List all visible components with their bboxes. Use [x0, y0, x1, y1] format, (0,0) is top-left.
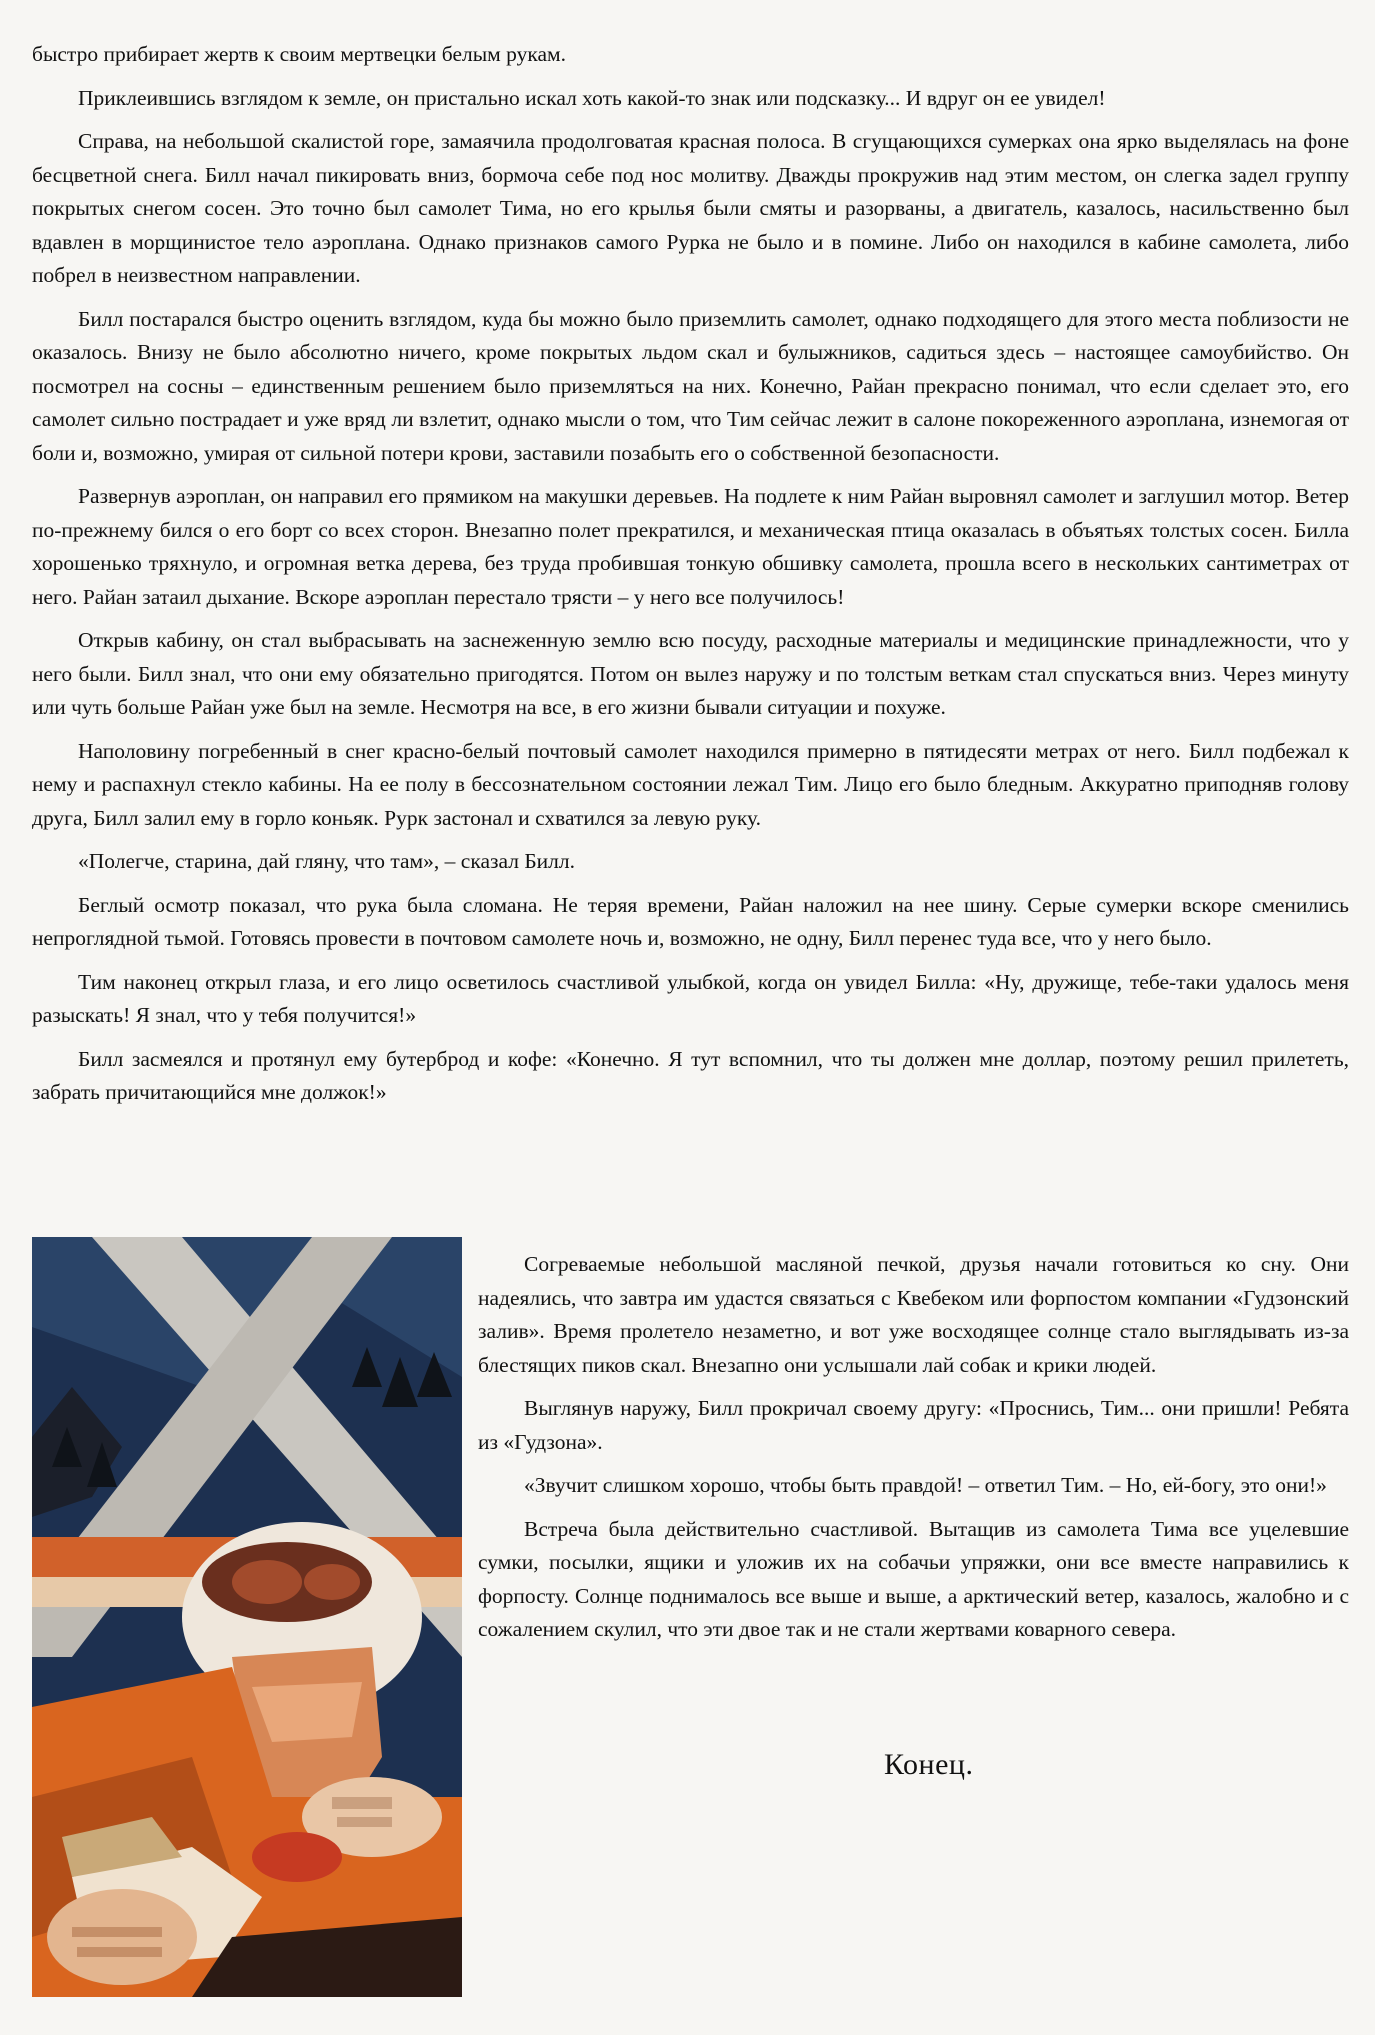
- paragraph: Развернув аэроплан, он направил его прямиком на макушки деревьев. На подлете к ним Райан выровнял самолет и заглушил мотор. Ветер по-прежнему бился о его борт со всех сторон. Внезапно полет прекратился, и механическая птица оказалась в объятьях толстых сосен. Билла хорошенько тряхнуло, и огромная ветка дерева, без труда пробившая тонкую обшивку самолета, прошла всего в нескольких сантиметрах от него. Райан затаил дыхание. Вскоре аэроплан перестало трясти – у него все получилось!: [32, 484, 1349, 609]
- illustration-pilot-rescue: [32, 1237, 462, 1997]
- paragraph: «Звучит слишком хорошо, чтобы быть правдой! – ответил Тим. – Но, ей-богу, это они!»: [524, 1473, 1327, 1497]
- top-text-block: [32, 38, 1349, 1120]
- paragraph: Билл засмеялся и протянул ему бутерброд и кофе: «Конечно. Я тут вспомнил, что ты должен мне доллар, поэтому решил прилететь, забрать причитающийся мне должок!»: [32, 1046, 1349, 1104]
- paragraph: Согреваемые небольшой масляной печкой, друзья начали готовиться ко сну. Они надеялись, что завтра им удастся связаться с Квебеком или форпостом компании «Гудзонский залив». Время пролетело незаметно, и вот уже восходящее солнце стало выглядывать из-за блестящих пиков скал. Внезапно они услышали лай собак и крики людей.: [478, 1252, 1349, 1377]
- paragraph: Наполовину погребенный в снег красно-белый почтовый самолет находился примерно в пятидесяти метрах от него. Билл подбежал к нему и распахнул стекло кабины. На ее полу в бессознательном состоянии лежал Тим. Лицо его было бледным. Аккуратно приподняв голову друга, Билл залил ему в горло коньяк. Рурк застонал и схватился за левую руку.: [32, 738, 1349, 830]
- paragraph: «Полегче, старина, дай гляну, что там», – сказал Билл.: [78, 849, 575, 873]
- illustration-drawing: [32, 1237, 462, 1997]
- paragraph: Тим наконец открыл глаза, и его лицо осветилось счастливой улыбкой, когда он увидел Билла: «Ну, дружище, тебе-таки удалось меня разыскать! Я знал, что у тебя получится!»: [32, 969, 1349, 1027]
- paragraph: Встреча была действительно счастливой. Вытащив из самолета Тима все уцелевшие сумки, посылки, ящики и уложив их на собачьи упряжки, они все вместе направились к форпосту. Солнце поднималось все выше и выше, а арктический ветер, казалось, жалобно и с сожалением скулил, что эти двое так и не стали жертвами коварного севера.: [478, 1516, 1349, 1641]
- end-label: Конец.: [884, 1748, 974, 1781]
- paragraph: Билл постарался быстро оценить взглядом, куда бы можно было приземлить самолет, однако подходящего для этого места поблизости не оказалось. Внизу не было абсолютно ничего, кроме покрытых льдом скал и булыжников, садиться здесь – настоящее самоубийство. Он посмотрел на сосны – единственным решением было приземляться на них. Конечно, Райан прекрасно понимал, что если сделает это, его самолет сильно пострадает и уже вряд ли взлетит, однако мысли о том, что Тим сейчас лежит в салоне покореженного аэроплана, изнемогая от боли и, возможно, умирая от сильной потери крови, заставили позабыть его о собственной безопасности.: [32, 306, 1349, 465]
- paragraph: Открыв кабину, он стал выбрасывать на заснеженную землю всю посуду, расходные материалы и медицинские принадлежности, что у него были. Билл знал, что они ему обязательно пригодятся. Потом он вылез наружу и по толстым веткам стал спускаться вниз. Через минуту или чуть больше Райан уже был на земле. Несмотря на все, в его жизни бывали ситуации и похуже.: [32, 628, 1349, 719]
- paragraph: быстро прибирает жертв к своим мертвецки белым рукам.: [32, 42, 567, 66]
- paragraph: Приклеившись взглядом к земле, он пристально искал хоть какой-то знак или подсказку... И вдруг он ее увидел!: [78, 85, 1106, 110]
- paragraph: Выглянув наружу, Билл прокричал своему другу: «Проснись, Тим... они пришли! Ребята из «Гудзона».: [478, 1396, 1349, 1454]
- paragraph: Беглый осмотр показал, что рука была сломана. Не теряя времени, Райан наложил на нее шину. Серые сумерки вскоре сменились непроглядной тьмой. Готовясь провести в почтовом самолете ночь и, возможно, не одну, Билл перенес туда все, что у него было.: [32, 892, 1349, 950]
- right-text-block: [478, 1248, 1349, 1657]
- paragraph: Справа, на небольшой скалистой горе, замаячила продолговатая красная полоса. В сгущающихся сумерках она ярко выделялась на фоне бесцветной снега. Билл начал пикировать вниз, бормоча себе под нос молитву. Дважды прокружив над этим местом, он слегка задел группу покрытых снегом сосен. Это точно был самолет Тима, но его крылья были смяты и разорваны, а двигатель, казалось, насильственно был вдавлен в морщинистое тело аэроплана. Однако признаков самого Рурка не было и в помине. Либо он находился в кабине самолета, либо побрел в неизвестном направлении.: [32, 129, 1349, 287]
